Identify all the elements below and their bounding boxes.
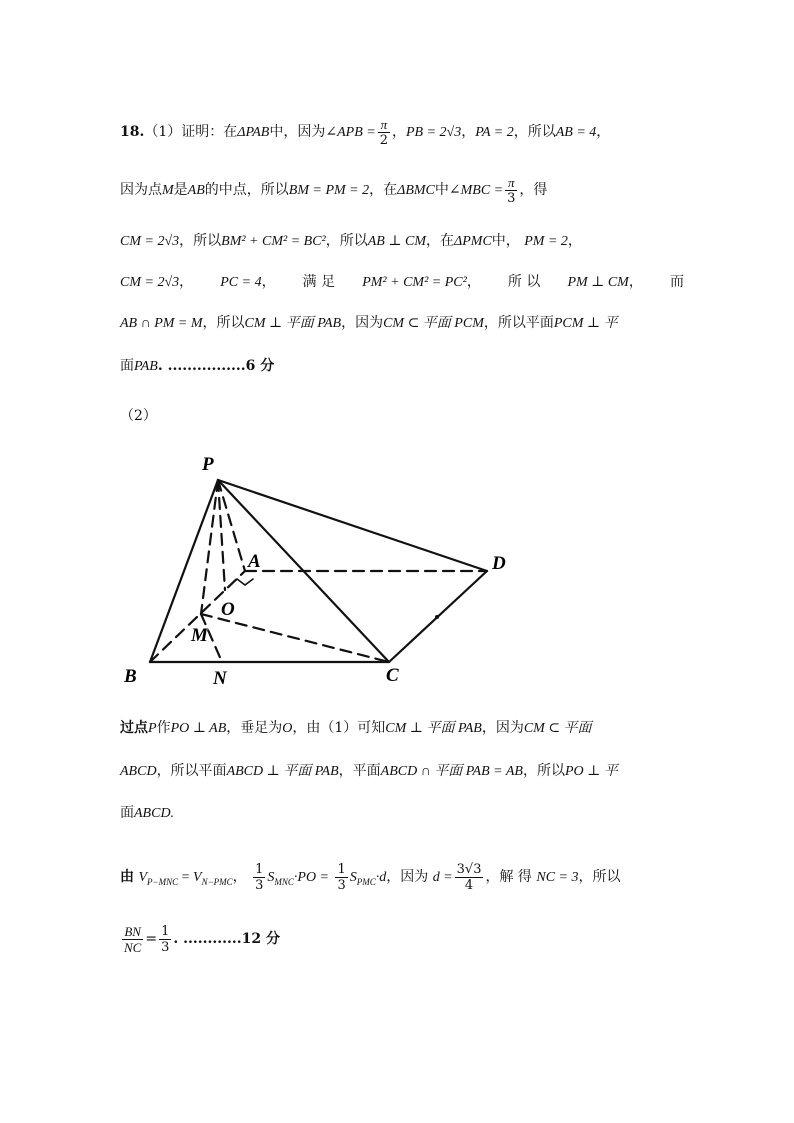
solution-line-3: CM = 2√3，所以BM² + CM² = BC²，所以AB ⊥ CM，在ΔPMC中， PM = 2， [120,233,582,249]
math: P [148,721,157,736]
text: 所以 [527,124,556,140]
right-angle-mark-A [237,579,253,585]
label-B: B [124,666,137,687]
math: AB [187,183,205,198]
denominator: 3 [337,877,346,893]
label-A: A [248,551,261,572]
text: 而 [669,274,684,290]
math: S [349,870,357,885]
math: ·PO = [293,870,329,885]
math: ABCD. [134,806,175,821]
solution-line-1: 18.（1）证明：在ΔPAB中，因为∠APB = $\frac{\pi}{2}$ ，PB = 2√3，PA = 2，所以AB = 4， [120,116,611,148]
text: 所 以 [507,274,541,290]
text: 中 [434,182,449,198]
part2-line-5 [120,917,684,961]
denominator: NC [124,939,142,955]
math: AB ∩ PM = M [120,316,203,331]
text: 过点 [120,720,148,736]
math: CM ⊥ 平面 PAB [244,316,342,331]
part2-label [120,406,684,426]
denominator: 3 [161,939,170,955]
math: CM = 2√3 [120,275,180,290]
part2-line-4: 由 $V_{P-MNC} = V_{N-PMC}$， $\frac{1}{3}$ $S_{MNC}\cdot PO$ = $\frac{1}{3}$ $S_{PMC}\cdot d$，因为 d = $\frac{3√3}{4}$ ，解 得 NC = 3，所以 [120,861,621,893]
math: BM = PM = 2 [288,183,370,198]
text: 的中点，所以 [204,182,289,198]
text: = [145,931,158,947]
math: M [162,183,174,198]
text: ，解 得 [485,869,532,885]
math: PO ⊥ 平 [564,764,618,779]
text: ，所以 [578,869,621,885]
denominator: 3 [255,877,264,893]
label-O: O [221,599,235,620]
denominator: 2 [379,132,388,148]
numerator: 3√3 [456,861,482,877]
fraction-pi-over-2 [378,117,390,148]
math: PM = 2 [524,234,568,249]
math: V [193,870,202,885]
math: ∠APB = [325,125,376,140]
math: O [282,721,293,736]
label-N: N [213,668,227,689]
denominator: 4 [464,877,474,893]
part2-line-3 [120,803,684,824]
math: PB = 2√3 [405,125,462,140]
math: BM² + CM² = BC² [221,234,326,249]
math: ∠MBC = [448,183,504,198]
score-marker: . ............12 分 [173,931,280,947]
math: ΔPMC [454,234,492,249]
fraction-one-third [159,924,171,955]
segment-PO [218,480,225,590]
math: PM ⊥ CM [567,275,629,290]
math: PM² + CM² = PC² [362,275,467,290]
text: 因为点 [120,182,162,198]
text: ，所以 [202,315,245,331]
solution-line-2 [120,171,684,209]
problem-number: 18. [120,124,145,140]
math: PA = 2 [475,125,514,140]
math: ABCD [120,764,157,779]
subscript: PMC [356,876,376,887]
numerator: π [378,117,390,133]
part2-line-2 [120,761,684,782]
label-C: C [386,665,399,686]
fraction-pi-over-3 [505,175,517,206]
math: ΔBMC [397,183,435,198]
text: 作 [156,720,171,736]
text: ，因为 [386,869,429,885]
subscript: P−MNC [147,876,179,887]
math: AB = 4 [555,125,597,140]
math: ABCD ∩ 平面 PAB = AB [380,764,523,779]
text: ，所以 [325,233,368,249]
text: ，垂足为 [226,720,283,736]
numerator: π [505,175,517,191]
text: ，所以 [522,763,565,779]
score-marker: . ................6 分 [157,358,275,374]
math: S [267,870,275,885]
fraction-d [455,862,484,893]
subscript: N−PMC [201,876,233,887]
volume-equation: $V_{P-MNC} = V_{N-PMC}$ [138,870,233,887]
subscript: MNC [274,876,294,887]
solution-line-4: CM = 2√3， PC = 4， 满 足 PM² + CM² = PC²， 所 以 PM ⊥ CM， 而 [120,272,684,293]
text: 面 [120,358,134,374]
segment-MC [201,614,389,662]
math: NC = 3 [536,870,579,885]
label-D: D [492,553,506,574]
math: PAB [134,359,158,374]
fraction-bn-nc [122,924,143,955]
text: 面 [120,805,134,821]
part2-line-1 [120,718,684,739]
text: ，因为 [341,315,384,331]
numerator: BN [122,924,143,940]
text: ，平面 [338,763,381,779]
math: d = [432,870,453,885]
text: ，在 [426,233,455,249]
fraction-one-third [335,862,347,893]
math: PO ⊥ AB [170,721,227,736]
label-P: P [202,454,214,475]
math: CM ⊥ 平面 PAB [385,721,482,736]
math: ABCD ⊥ 平面 PAB [226,764,339,779]
pyramid-diagram [115,445,535,695]
math: CM = 2√3 [120,234,180,249]
text: ，因为 [481,720,524,736]
fraction-one-third [253,862,265,893]
text: ，所以平面 [483,315,554,331]
text: （1）证明：在 [144,124,238,140]
text: ，所以 [179,233,222,249]
text: ，得 [519,182,548,198]
numerator: 1 [255,861,264,877]
text: 中，因为 [269,124,326,140]
solution-line-5 [120,313,684,334]
solution-line-6 [120,356,684,377]
text: ，由（1）可知 [292,720,386,736]
text: ，所以平面 [156,763,227,779]
math: PC = 4 [220,275,262,290]
tick-mark [435,615,439,619]
numerator: 1 [337,861,346,877]
numerator: 1 [161,923,170,939]
text: 由 [120,869,134,885]
math: ·d [375,870,387,885]
math: AB ⊥ CM [367,234,427,249]
text: 中， [491,233,520,249]
math: ΔPAB [237,125,270,140]
text: 是 [173,182,188,198]
math: V [138,870,148,885]
math: CM ⊂ 平面 PCM [383,316,484,331]
text: 满 足 [302,274,336,290]
math: PCM ⊥ 平 [553,316,618,331]
text: （2） [120,408,157,424]
denominator: 3 [507,190,516,206]
label-M: M [191,625,208,646]
text: ，在 [369,182,398,198]
math: CM ⊂ 平面 [523,721,592,736]
